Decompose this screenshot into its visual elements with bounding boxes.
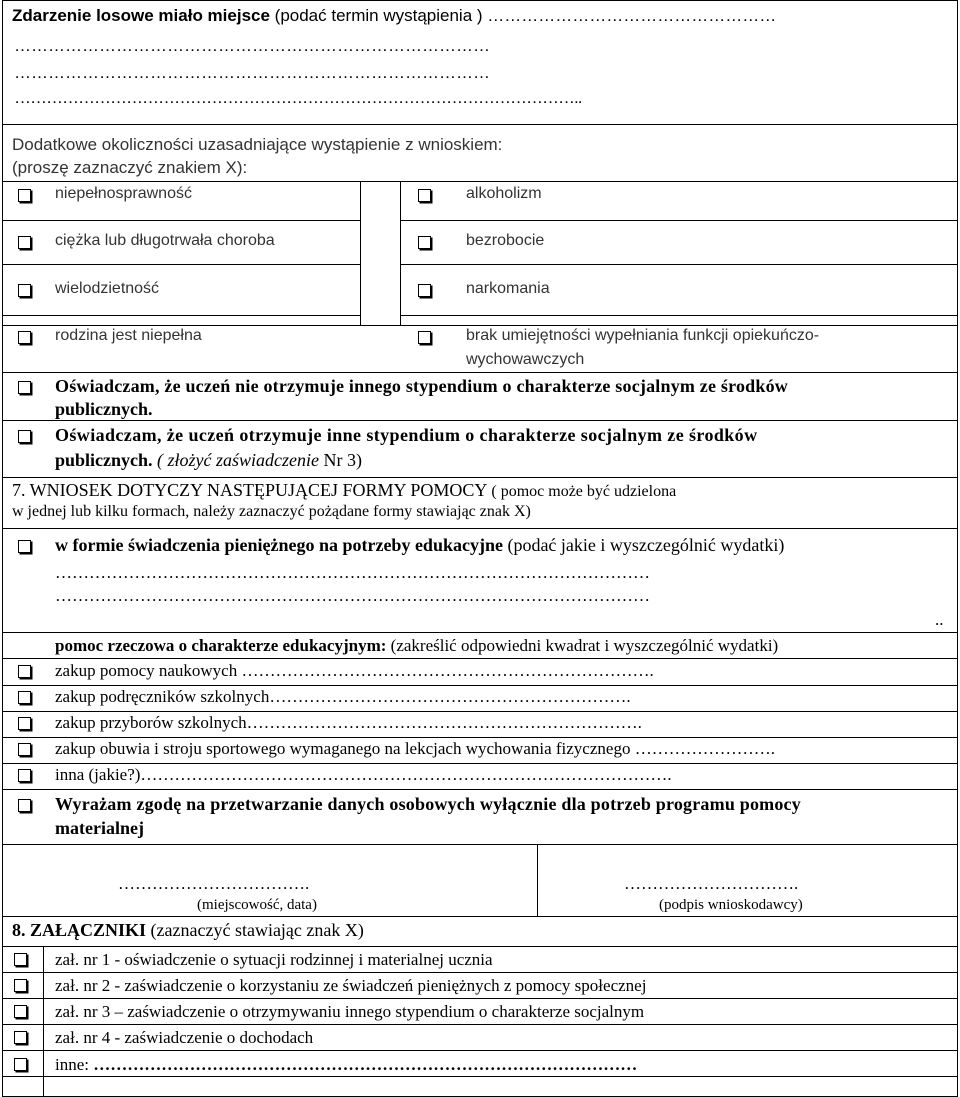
in-kind-sports-gear: zakup obuwia i stroju sportowego wymaganego na lekcjach wychowania fizycznego ……………………. — [55, 739, 775, 758]
data-consent: Wyrażam zgodę na przetwarzanie danych osobowych wyłącznie dla potrzeb programu pomocy — [55, 794, 801, 814]
divider — [2, 1024, 958, 1025]
divider — [2, 477, 958, 478]
certificate-number: Nr 3) — [319, 450, 363, 470]
in-kind-teaching-aids: zakup pomocy naukowych ………………………………………………………………. — [55, 661, 654, 680]
attachment-other-label: inne: — [55, 1055, 94, 1074]
column-divider — [537, 844, 538, 916]
incident-dots[interactable]: …………………………………………… — [487, 6, 777, 25]
checkbox-attachment-other[interactable] — [14, 1058, 27, 1071]
option-alcoholism: alkoholizm — [466, 185, 542, 202]
declaration-other-scholarship-cont — [55, 450, 362, 471]
divider — [2, 685, 958, 686]
section7-title: 7. WNIOSEK DOTYCZY NASTĘPUJĄCEJ FORMY POMOCY — [12, 480, 488, 500]
certificate-note: ( złożyć zaświadczenie — [152, 450, 320, 470]
divider — [2, 711, 958, 712]
in-kind-row — [55, 636, 778, 656]
incident-label: Zdarzenie losowe miało miejsce — [12, 6, 270, 25]
cash-benefit-dots[interactable]: …………………………………………………………………………………………… — [55, 586, 650, 605]
option-disability: niepełnosprawność — [55, 185, 192, 202]
divider — [2, 181, 958, 182]
divider — [2, 528, 958, 529]
divider — [2, 658, 958, 659]
cash-benefit-label: w formie świadczenia pieniężnego na potrzeby edukacyjne — [55, 535, 503, 555]
section8-hint: (zaznaczyć stawiając znak X) — [146, 920, 364, 940]
section8-title: 8. ZAŁĄCZNIKI — [12, 920, 147, 940]
column-divider — [400, 181, 401, 325]
checkbox-disability[interactable] — [18, 189, 31, 202]
divider — [2, 264, 360, 265]
in-kind-textbooks: zakup podręczników szkolnych………………………………………………………. — [55, 687, 631, 706]
option-large-family: wielodzietność — [55, 280, 160, 297]
option-parenting-skills: brak umiejętności wypełniania funkcji opiekuńczo- — [466, 327, 820, 344]
checkbox-teaching-aids[interactable] — [18, 665, 31, 678]
checkbox-illness[interactable] — [18, 236, 31, 249]
cash-benefit-dots[interactable]: …………………………………………………………………………………………… — [55, 563, 650, 582]
checkbox-attachment-2[interactable] — [14, 979, 27, 992]
in-kind-other: inna (jakie?)…………………………………………………………………………………. — [55, 765, 672, 784]
checkbox-drug-addiction[interactable] — [418, 284, 431, 297]
attachment-other-dots[interactable]: …………………………………………………………………………………… — [93, 1055, 638, 1074]
divider — [2, 998, 958, 999]
incident-row — [12, 6, 776, 26]
divider — [2, 632, 958, 633]
incident-dots-line[interactable]: …………………………………………………………………………………………….. — [14, 88, 582, 107]
divider — [2, 315, 360, 316]
place-date-label: (miejscowość, data) — [197, 897, 317, 913]
option-single-parent: rodzina jest niepełna — [55, 327, 202, 344]
divider — [2, 946, 958, 947]
divider — [2, 916, 958, 917]
incident-dots-line[interactable]: ………………………………………………………………………… — [14, 63, 490, 82]
cash-benefit-row — [55, 535, 784, 556]
divider — [2, 325, 958, 326]
attachment-4: zał. nr 4 - zaświadczenie o dochodach — [55, 1028, 314, 1047]
data-consent-cont: materialnej — [55, 818, 144, 838]
divider — [2, 789, 958, 790]
incident-dots-line[interactable]: ………………………………………………………………………… — [14, 36, 490, 55]
checkbox-attachment-3[interactable] — [14, 1005, 27, 1018]
signature-label: (podpis wnioskodawcy) — [659, 897, 803, 913]
section7-note: ( pomoc może być udzielona — [487, 483, 677, 500]
divider — [2, 737, 958, 738]
checkbox-school-supplies[interactable] — [18, 717, 31, 730]
checkbox-no-scholarship[interactable] — [18, 381, 31, 394]
checkbox-alcoholism[interactable] — [418, 189, 431, 202]
option-unemployment: bezrobocie — [466, 232, 545, 249]
checkbox-unemployment[interactable] — [418, 236, 431, 249]
declaration-other-scholarship: Oświadczam, że uczeń otrzymuje inne stypendium o charakterze socjalnym ze środków — [55, 425, 758, 445]
divider — [2, 420, 958, 421]
section8-title-row — [12, 920, 364, 941]
column-divider — [360, 181, 361, 325]
divider — [400, 264, 958, 265]
checkbox-textbooks[interactable] — [18, 691, 31, 704]
incident-hint: (podać termin wystąpienia ) — [269, 6, 488, 25]
checkbox-attachment-4[interactable] — [14, 1031, 27, 1044]
attachment-other-row — [55, 1055, 637, 1075]
checkbox-large-family[interactable] — [18, 284, 31, 297]
checkbox-attachment-1[interactable] — [14, 953, 27, 966]
divider — [2, 1050, 958, 1051]
circumstances-heading: Dodatkowe okoliczności uzasadniające wystąpienie z wnioskiem: — [12, 135, 503, 154]
section7-note-cont: w jednej lub kilku formach, należy zaznaczyć pożądane formy stawiając znak X) — [12, 503, 531, 520]
option-illness: ciężka lub długotrwała choroba — [55, 232, 275, 249]
divider — [2, 763, 958, 764]
checkbox-sports-gear[interactable] — [18, 743, 31, 756]
divider — [2, 124, 958, 125]
declaration-public-funds: publicznych. — [55, 450, 153, 470]
checkbox-single-parent[interactable] — [18, 331, 31, 344]
divider — [2, 972, 958, 973]
option-drug-addiction: narkomania — [466, 280, 550, 297]
divider — [2, 220, 360, 221]
option-parenting-skills-cont: wychowawczych — [466, 351, 585, 368]
checkbox-cash-benefit[interactable] — [18, 540, 31, 553]
checkbox-data-consent[interactable] — [18, 799, 31, 812]
signature-dots[interactable]: …………………………. — [624, 874, 799, 893]
divider — [2, 372, 958, 373]
cash-benefit-dots[interactable]: .. — [935, 610, 944, 629]
attachment-1: zał. nr 1 - oświadczenie o sytuacji rodzinnej i materialnej ucznia — [55, 950, 493, 969]
section7-title-row — [12, 480, 676, 501]
in-kind-hint: (zakreślić odpowiedni kwadrat i wyszczególnić wydatki) — [386, 636, 779, 655]
cash-benefit-hint: (podać jakie i wyszczególnić wydatki) — [502, 535, 785, 555]
circumstances-subheading: (proszę zaznaczyć znakiem X): — [12, 158, 248, 177]
divider — [400, 220, 958, 221]
attachment-3: zał. nr 3 – zaświadczenie o otrzymywaniu innego stypendium o charakterze socjalnym — [55, 1002, 645, 1021]
in-kind-label: pomoc rzeczowa o charakterze edukacyjnym: — [55, 636, 387, 655]
place-date-dots[interactable]: ……………………………. — [118, 874, 310, 893]
column-divider — [43, 946, 44, 1097]
checkbox-other-scholarship[interactable] — [18, 430, 31, 443]
divider — [2, 844, 958, 845]
declaration-no-scholarship-cont: publicznych. — [55, 399, 153, 419]
divider — [2, 1076, 958, 1077]
divider — [400, 315, 958, 316]
declaration-no-scholarship: Oświadczam, że uczeń nie otrzymuje innego stypendium o charakterze socjalnym ze środków — [55, 376, 788, 396]
checkbox-other-in-kind[interactable] — [18, 769, 31, 782]
attachment-2: zał. nr 2 - zaświadczenie o korzystaniu ze świadczeń pieniężnych z pomocy społecznej — [55, 976, 647, 995]
checkbox-parenting-skills[interactable] — [418, 331, 431, 344]
in-kind-school-supplies: zakup przyborów szkolnych……………………………………………………………. — [55, 713, 642, 732]
